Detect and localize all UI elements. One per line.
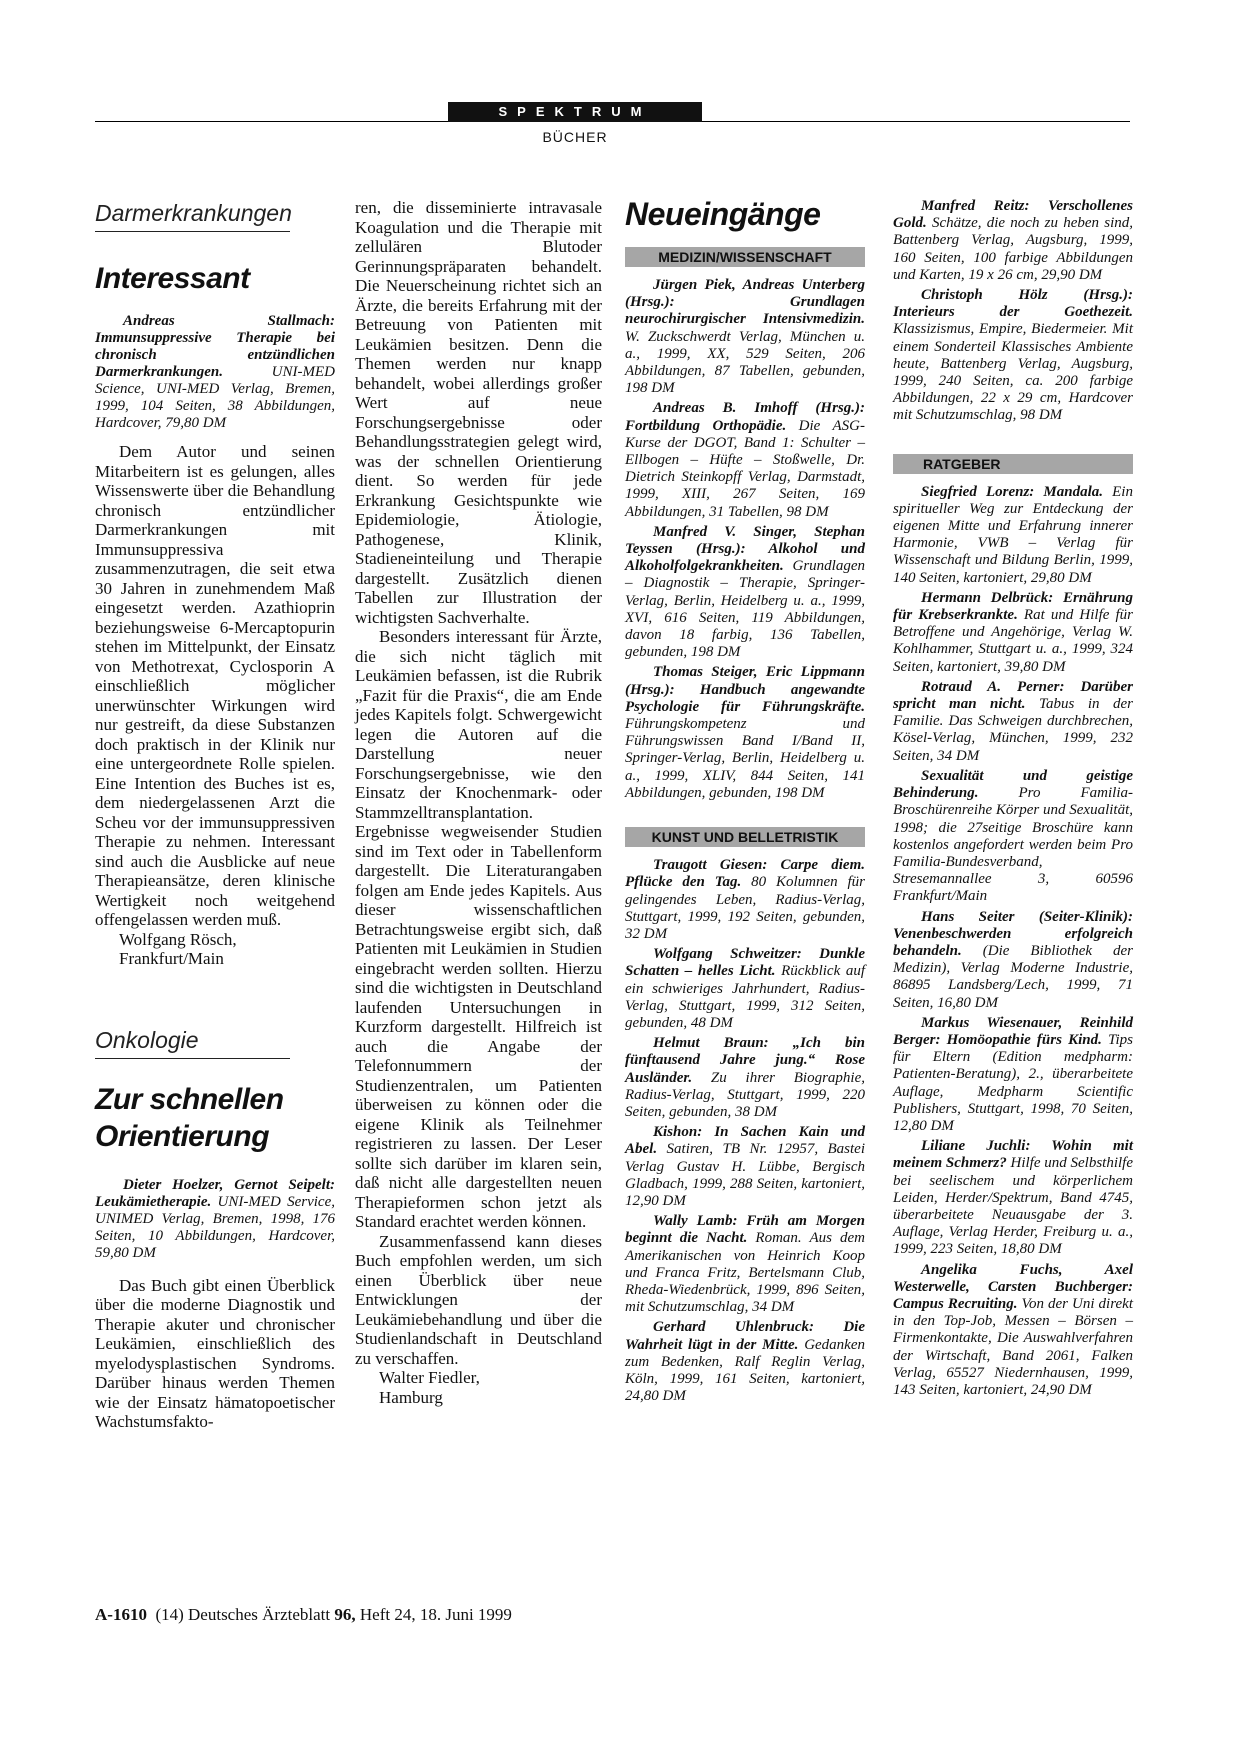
column-2 — [355, 198, 602, 1407]
book-entry: Traugott Giesen: Carpe diem. Pflücke den Tag. 80 Kolumnen für gelingendes Leben, Radius-Verlag, Stuttgart, 1999, 192 Seiten, gebunden, 32 DM — [625, 857, 865, 942]
page-number: A-1610 — [95, 1605, 147, 1624]
reviewer-location: Hamburg — [379, 1387, 443, 1407]
reviewer-location: Frankfurt/Main — [119, 949, 224, 968]
book-entry: Helmut Braun: „Ich bin fünftausend Jahre jung.“ Rose Ausländer. Zu ihrer Biographie, Radius-Verlag, Stuttgart, 1999, 220 Seiten, gebunden, 38 DM — [625, 1035, 865, 1120]
book-entry: Rotraud A. Perner: Darüber spricht man nicht. Tabus in der Familie. Das Schweigen durchbrechen, Kösel-Verlag, München, 1999, 232 Seiten, 34 DM — [893, 678, 1133, 764]
citation-details: UNI-MED Service, UNIMED Verlag, Bremen, 1998, 176 Seiten, 10 Abbildungen, Hardcover, 59,80 DM — [95, 1193, 335, 1261]
book-entry: Kishon: In Sachen Kain und Abel. Satiren, TB Nr. 12957, Bastei Verlag Gustav H. Lübbe, Bergisch Gladbach, 1999, 288 Seiten, kartoniert, 12,90 DM — [625, 1124, 865, 1209]
book-entry: Hans Seiter (Seiter-Klinik): Venenbeschwerden erfolgreich behandeln. (Die Bibliothek der Medizin), Verlag Moderne Industrie, 86895 Landsberg/Lech, 1999, 71 Seiten, 16,80 DM — [893, 908, 1133, 1011]
book-entry: Manfred Reitz: Verschollenes Gold. Schätze, die noch zu heben sind, Battenberg Verlag, Augsburg, 1999, 160 Seiten, 100 farbige Abbildungen und Karten, 19 x 26 cm, 29,90 DM — [893, 198, 1133, 283]
section-tag-onkologie: Onkologie — [95, 1027, 290, 1059]
review-body: ren, die disseminierte intravasale Koagulation und die Therapie mit zellulären Blutoder Gerinnungspräparaten behandelt. Die Neuerscheinung richtet sich an Ärzte, die bereits Erfahrung mit der Betreuung von Patienten mit Leukämien besitzen. Denn die Themen werden nur knapp behandelt, wobei allerdings großer Wert auf neue Forschungsergebnisse oder Behandlungsstrategien gelegt wird, was der schnellen Orientierung dient. So werden für jede Erkrankung Gesichtspunkte wie Epidemiologie, Ätiologie, Pathogenese, Klinik, Stadieneinteilung und Therapie dargestellt. Zusätzlich dienen Tabellen zur Illustration der wichtigsten Sachverhalte. — [355, 198, 602, 627]
reviewer-name: Wolfgang Rösch, — [119, 929, 237, 949]
book-entry: Wally Lamb: Früh am Morgen beginnt die Nacht. Roman. Aus dem Amerikanischen von Heinrich Koop und Franca Fritz, Bertelsmann Club, Rheda-Wiedenbrück, 1999, 896 Seiten, mit Schutzumschlag, 34 DM — [625, 1213, 865, 1316]
page-footer — [95, 1605, 512, 1625]
citation-title: Andreas Stallmach: Immunsuppressive Therapie bei chronisch entzündlichen Darmerkrankungen. — [95, 313, 335, 380]
citation-title: Dieter Hoelzer, Gernot Seipelt: Leukämietherapie. — [95, 1176, 335, 1210]
review-body: Besonders interessant für Ärzte, die sich nicht täglich mit Leukämien befassen, ist die Rubrik „Fazit für die Praxis“, die am Ende jedes Kapitels folgt. Schwergewicht legen die Autoren auf die Darstellung neuer Forschungsergebnisse, wie den Einsatz der Knochenmark- oder Stammzelltransplantation. Ergebnisse wegweisender Studien sind im Text oder in Tabellenform dargestellt. Die Literaturangaben folgen am Ende jedes Kapitels. Aus dieser wissenschaftlichen Betrachtungsweise ergibt sich, daß Patienten mit Leukämien in Studien eingebracht werden sollten. Hierzu sind die wichtigsten in Deutschland laufenden Untersuchungen in Kurzform dargestellt. Hilfreich ist auch die Angabe der Telefonnummern der Studienzentralen, um Patienten überweisen zu können oder die eigene Klinik als Teilnehmer registrieren zu lassen. Der Leser sollte sich darüber im klaren sein, daß nicht alle dargestellten neuen Therapieformen schon jetzt als Standard erachtet werden können. — [355, 627, 602, 1231]
book-entry: Jürgen Piek, Andreas Unterberg (Hrsg.): Grundlagen neurochirurgischer Intensivmedizin. W. Zuckschwerdt Verlag, München u. a., 1999, XX, 529 Seiten, 206 Abbildungen, 87 Tabellen, gebunden, 198 DM — [625, 277, 865, 397]
book-citation — [95, 1177, 335, 1262]
book-entry: Andreas B. Imhoff (Hrsg.): Fortbildung Orthopädie. Die ASG-Kurse der DGOT, Band 1: Schulter – Ellbogen – Hüfte – Stoßwelle, Dr. Dietrich Steinkopff Verlag, Darmstadt, 1999, XIII, 267 Seiten, 169 Abbildungen, 31 Tabellen, 98 DM — [625, 400, 865, 520]
citation-details: UNI-MED Science, UNI-MED Verlag, Bremen, 1999, 104 Seiten, 38 Abbildungen, Hardcover, 79,80 DM — [95, 364, 335, 431]
review-body: Zusammenfassend kann dieses Buch empfohlen werden, um sich einen Überblick über neue Entwicklungen der Leukämiebehandlung und über die Studienlandschaft in Deutschland zu verschaffen. — [355, 1231, 602, 1368]
column-3 — [625, 196, 866, 1408]
column-4 — [893, 198, 1133, 1402]
book-entry: Gerhard Uhlenbruck: Die Wahrheit lügt in der Mitte. Gedanken zum Bedenken, Ralf Reglin Verlag, Köln, 1999, 161 Seiten, kartoniert, 24,80 DM — [625, 1319, 865, 1405]
section-header: SPEKTRUM — [448, 102, 702, 122]
section-subheader: BÜCHER — [542, 129, 608, 145]
book-entry: Wolfgang Schweitzer: Dunkle Schatten – helles Licht. Rückblick auf ein schwieriges Jahrhundert, Radius-Verlag, Stuttgart, 1999, 312 Seiten, gebunden, 48 DM — [625, 946, 866, 1031]
neueingaenge-title: Neueingänge — [625, 196, 821, 232]
book-entry: Sexualität und geistige Behinderung. Pro Familia-Broschürenreihe Körper und Sexualität, 1998; die 27seitige Broschüre kann kostenlos angefordert werden beim Pro Familia-Bundesverband, Stresemannallee 3, 60596 Frankfurt/Main — [893, 767, 1133, 905]
book-entry: Angelika Fuchs, Axel Westerwelle, Carsten Buchberger: Campus Recruiting. Von der Uni direkt in den Top-Job, Messen – Börsen – Firmenkontakte, Die Auswahlverfahren der Wirtschaft, Band 2061, Falken Verlag, 65527 Niedernhausen, 1999, 143 Seiten, kartoniert, 24,90 DM — [893, 1261, 1133, 1398]
column-1 — [95, 200, 335, 1432]
category-ratgeber: RATGEBER — [893, 454, 1133, 474]
reviewer-name: Walter Fiedler, — [379, 1368, 480, 1387]
journal-name: (14) Deutsches Ärzteblatt — [146, 1605, 335, 1624]
book-entry: Liliane Juchli: Wohin mit meinem Schmerz? Hilfe und Selbsthilfe bei seelischem und körperlichem Leiden, Herder/Spektrum, Band 4745, überarbeitete Neuausgabe der 3. Auflage, Verlag Herder, Freiburg u. a., 1999, 223 Seiten, 18,80 DM — [893, 1138, 1133, 1258]
book-entry: Hermann Delbrück: Ernährung für Krebserkrankte. Rat und Hilfe für Betroffene und Angehörige, Verlag W. Kohlhammer, Stuttgart u. a., 1999, 324 Seiten, kartoniert, 39,80 DM — [893, 589, 1133, 675]
book-entry: Manfred V. Singer, Stephan Teyssen (Hrsg.): Alkohol und Alkoholfolgekrankheiten. Grundlagen – Diagnostik – Therapie, Springer-Verlag, Berlin, Heidelberg u. a., 1999, XVI, 616 Seiten, 119 Abbildungen, davon 18 farbig, 136 Tabellen, gebunden, 198 DM — [625, 523, 865, 661]
category-medizin-wissenschaft: MEDIZIN/WISSENSCHAFT — [625, 247, 865, 267]
review-headline: Zur schnellen Orientierung — [95, 1082, 284, 1153]
category-kunst-belletristik: KUNST UND BELLETRISTIK — [625, 827, 865, 847]
book-entry: Thomas Steiger, Eric Lippmann (Hrsg.): Handbuch angewandte Psychologie für Führungskräfte. Führungskompetenz und Führungswissen Band I/Band II, Springer-Verlag, Berlin, Heidelberg u. a., 1999, XLIV, 844 Seiten, 141 Abbildungen, gebunden, 198 DM — [625, 664, 865, 801]
journal-volume: 96, — [334, 1605, 356, 1624]
book-entry: Markus Wiesenauer, Reinhild Berger: Homöopathie fürs Kind. Tips für Eltern (Edition medpharm: Patienten-Beratung), 2., überarbeitete Auflage, Medpharm Scientific Publishers, Stuttgart, 1998, 70 Seiten, 12,80 DM — [893, 1014, 1133, 1134]
review-body: Dem Autor und seinen Mitarbeitern ist es gelungen, alles Wissenswerte über die Behandlung chronisch entzündlicher Darmerkrankungen mit Immunsuppressiva zusammenzutragen, die seit etwa 30 Jahren in zunehmendem Maß eingesetzt werden. Azathioprin beziehungsweise 6-Mercaptopurin stehen im Mittelpunkt, der Einsatz von Methotrexat, Cyclosporin A einschließlich möglicher unerwünschter Wirkungen wird nur gestreift, da diese Substanzen doch praktisch in der Klinik nur eine untergeordnete Rolle spielen. Eine Intention des Buches ist es, dem niedergelassenen Arzt die Scheu vor der immunsuppressiven Therapie zu nehmen. Interessant sind auch die Ausblicke auf neue Therapieansätze, deren klinische Wertigkeit noch weitgehend offengelassen werden muß. — [95, 442, 335, 929]
review-body: Das Buch gibt einen Überblick über die moderne Diagnostik und Therapie akuter und chronischer Leukämien, einschließlich des myelodysplastischen Syndroms. Darüber hinaus werden Themen wie der Einsatz hämatopoetischer Wachstumsfakto- — [95, 1275, 335, 1431]
review-headline: Interessant — [95, 262, 250, 295]
section-tag-darmerkrankungen: Darmerkrankungen — [95, 200, 290, 232]
book-citation — [95, 313, 335, 432]
book-entry: Siegfried Lorenz: Mandala. Ein spiritueller Weg zur Entdeckung der eigenen Mitte und Erfahrung innerer Harmonie, VWB – Verlag für Wissenschaft und Bildung Berlin, 1999, 140 Seiten, kartoniert, 29,80 DM — [893, 483, 1133, 586]
book-entry: Christoph Hölz (Hrsg.): Interieurs der Goethezeit. Klassizismus, Empire, Biedermeier. Mit einem Sonderteil Klassisches Ambiente heute, Battenberg Verlag, Augsburg, 1999, 240 Seiten, ca. 200 farbige Abbildungen, 22 x 29 cm, Hardcover mit Schutzumschlag, 98 DM — [893, 287, 1133, 424]
journal-issue: Heft 24, 18. Juni 1999 — [355, 1605, 512, 1624]
